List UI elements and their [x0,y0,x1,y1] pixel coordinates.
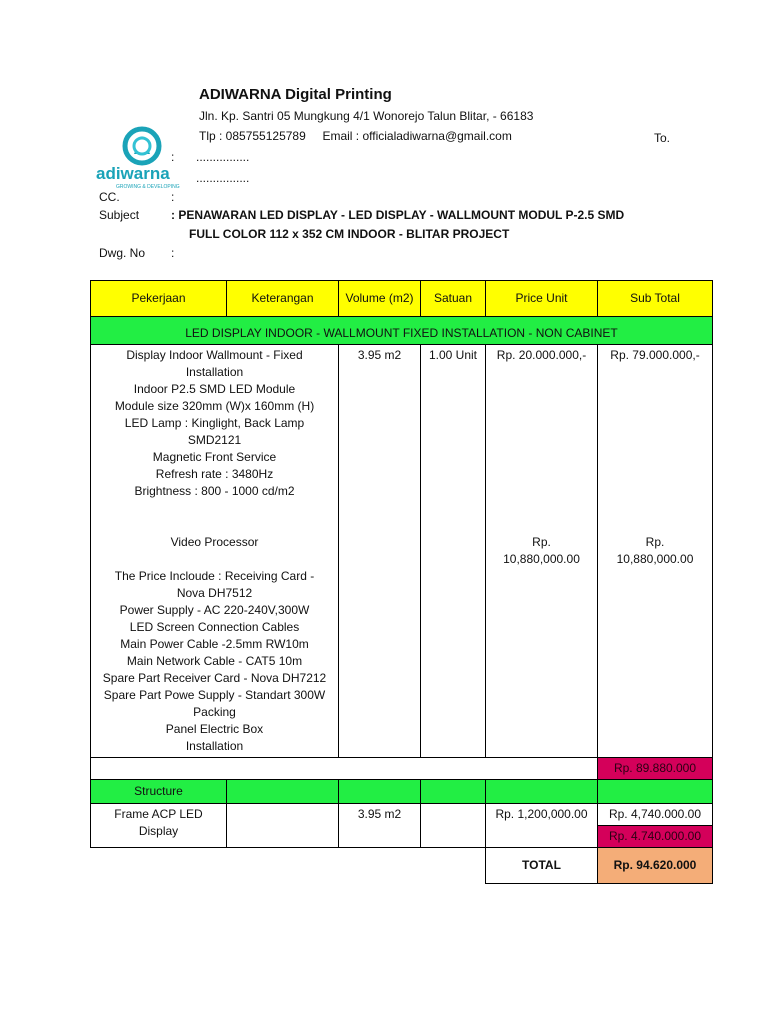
total-label: TOTAL [486,848,598,884]
item-volume: 3.95 m2 [339,804,421,848]
subject-label: Subject [99,208,140,222]
dwg-colon: : [171,246,175,260]
to-label: To. [654,131,671,145]
col-header: Price Unit [486,281,598,317]
company-address: Jln. Kp. Santri 05 Mungkung 4/1 Wonorejo Talun Blitar, - 66183 [199,109,534,123]
item-description: Display Indoor Wallmount - Fixed Installation Indoor P2.5 SMD LED Module Module size 320mm (W)x 160mm (H) LED Lamp : Kinglight, Back Lamp SMD2121 Magnetic Front Service Refresh rate : 3480Hz Brightness : 800 - 1000 cd/m2 Video Processor The Price Incloude : Receiving Card - Nova DH7512 Power Supply - AC 220-240V,300W LED Screen Connection Cables Main Power Cable -2.5mm RW10m Main Network Cable - CAT5 10m Spare Part Receiver Card - Nova DH7212 Spare Part Powe Supply - Standart 300W Packing Panel Electric Box Installation [91,345,339,758]
to-colon: : [171,150,175,164]
col-header: Satuan [421,281,486,317]
col-header: Sub Total [598,281,713,317]
total-value: Rp. 94.620.000 [598,848,713,884]
dwg-label: Dwg. No [99,246,146,260]
quotation-table [90,280,713,884]
col-header: Keterangan [227,281,339,317]
item-volume: 3.95 m2 [339,345,421,758]
item-satuan: 1.00 Unit [421,345,486,758]
company-email: Email : officialadiwarna@gmail.com [322,129,512,143]
subtotal-2: Rp. 4.740.000.00 [598,826,713,848]
cc-colon: : [171,190,175,204]
table-row [91,804,713,826]
item-price-unit: Rp. 20.000.000,- Rp. 10,880,000.00 [486,345,598,758]
subject-line-2: FULL COLOR 112 x 352 CM INDOOR - BLITAR PROJECT [189,227,510,241]
col-header: Volume (m2) [339,281,421,317]
item-sub-total: Rp. 4,740.000.00 [598,804,713,826]
company-contact [199,129,512,143]
section-title: LED DISPLAY INDOOR - WALLMOUNT FIXED INSTALLATION - NON CABINET [91,317,713,345]
company-name: ADIWARNA Digital Printing [199,86,392,103]
item-description: Frame ACP LED Display [91,804,227,848]
section-row [91,317,713,345]
logo-tagline: GROWING & DEVELOPING [116,184,180,190]
company-phone: Tlp : 085755125789 [199,129,306,143]
cc-label: CC. [99,190,120,204]
total-row [91,848,713,884]
subtotal-1: Rp. 89.880.000 [598,758,713,780]
item-sub-total: Rp. 79.000.000,- Rp. 10,880,000.00 [598,345,713,758]
table-row [91,345,713,758]
structure-label: Structure [91,780,227,804]
col-header: Pekerjaan [91,281,227,317]
to-dots-1: ................ [196,150,250,164]
subject-line-1: : PENAWARAN LED DISPLAY - LED DISPLAY - WALLMOUNT MODUL P-2.5 SMD [171,208,625,222]
structure-row [91,780,713,804]
table-header-row [91,281,713,317]
to-dots-2: ................ [196,171,250,185]
subtotal-row [91,758,713,780]
item-price-unit: Rp. 1,200,000.00 [486,804,598,848]
logo-wordmark: adiwarna [96,164,170,183]
